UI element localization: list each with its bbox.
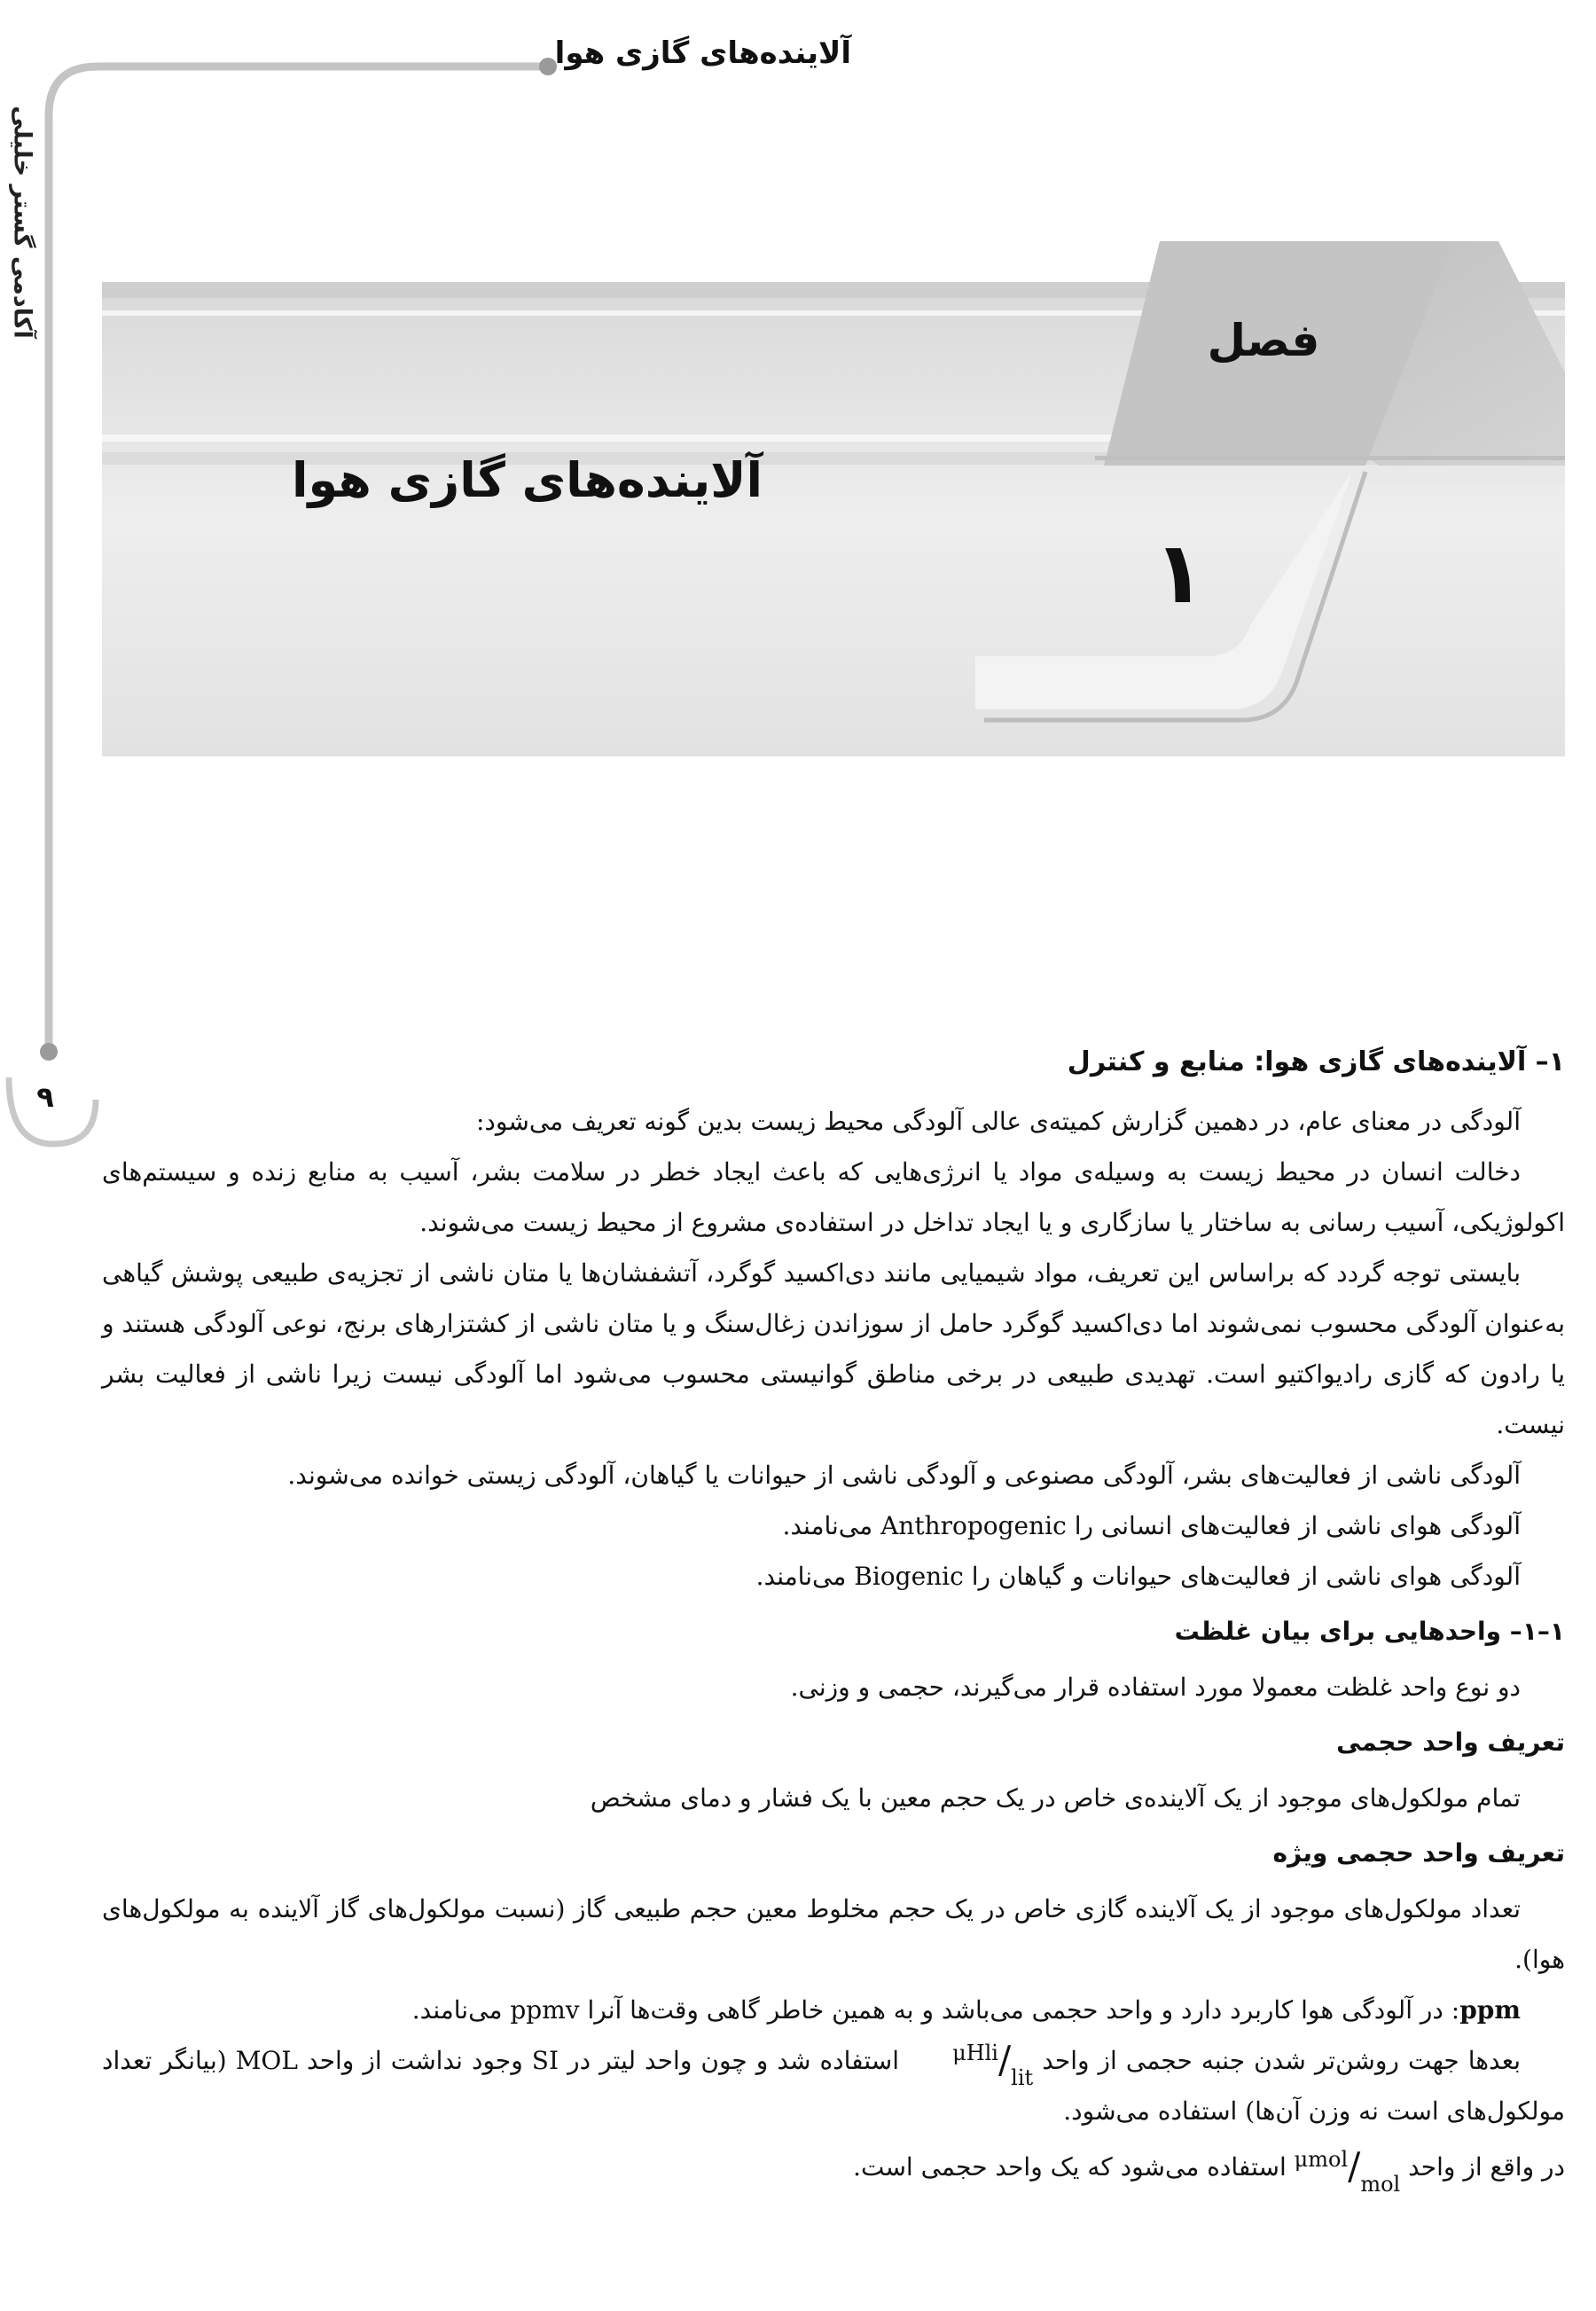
paragraph: دو نوع واحد غلظت معمولا مورد استفاده قرار می‌گیرند، حجمی و وزنی. xyxy=(790,1673,1521,1702)
chapter-label: فصل xyxy=(1207,315,1320,366)
text-run: می‌نامند. xyxy=(411,1995,503,2025)
paragraph xyxy=(102,2035,1565,2136)
text-run: می‌نامند. xyxy=(755,1562,847,1591)
fraction-slash: / xyxy=(998,2037,1012,2081)
section-heading: ۱– آلاینده‌های گازی هوا: منابع و کنترل xyxy=(1067,1046,1565,1077)
page-number: ۹ xyxy=(36,1080,54,1114)
paragraph: آلودگی در معنای عام، در دهمین گزارش کمیته‌ی عالی آلودگی محیط زیست بدین گونه تعریف می‌شود: xyxy=(476,1107,1521,1136)
paragraph xyxy=(102,1985,1565,2035)
term-biogenic: Biogenic xyxy=(854,1562,964,1591)
paragraph: آلودگی ناشی از فعالیت‌های بشر، آلودگی مصنوعی و آلودگی ناشی از حیوانات یا گیاهان، آلودگی زیستی خوانده می‌شوند. xyxy=(287,1461,1521,1490)
paragraph xyxy=(102,1551,1565,1602)
paragraph: تمام مولکول‌های موجود از یک آلاینده‌ی خاص در یک حجم معین با یک فشار و دمای مشخص xyxy=(590,1783,1521,1813)
fraction-numerator: μHli xyxy=(952,2040,998,2065)
text-run: در واقع از واحد xyxy=(1408,2152,1565,2182)
text-run: بعدها جهت روشن‌تر شدن جنبه حجمی از واحد xyxy=(1042,2046,1521,2075)
term-anthropogenic: Anthropogenic xyxy=(880,1511,1067,1540)
text-run: آلودگی هوای ناشی از فعالیت‌های انسانی را xyxy=(1074,1511,1521,1540)
text-run: (بیانگر تعداد مولکول‌های است نه وزن آن‌ها) استفاده می‌شود. xyxy=(102,2046,1565,2126)
text-run: : در آلودگی هوا کاربرد دارد و واحد حجمی می‌باشد و به همین خاطر گاهی وقت‌ها آنرا xyxy=(587,1995,1460,2025)
fraction-uhli-per-lit xyxy=(908,2037,1034,2090)
paragraph: دخالت انسان در محیط زیست به وسیله‌ی مواد یا انرژی‌هایی که باعث ایجاد خطر در سلامت بشر، آسیب به منابع زنده و سیستم‌های اکولوژیکی، آسیب رسانی به ساختار یا سازگاری و یا ایجاد تداخل در استفاده‌ی مشروع از محیط زیست می‌شوند. xyxy=(102,1157,1565,1237)
side-title: آکادمی گستر خلیلی xyxy=(8,106,36,339)
chapter-title: آلاینده‌های گازی هوا xyxy=(292,452,763,508)
term-si: SI xyxy=(531,2046,559,2075)
paragraph: تعداد مولکول‌های موجود از یک آلاینده گازی خاص در یک حجم مخلوط معین حجم طبیعی گاز (نسبت مولکول‌های گاز آلاینده به مولکول‌های هوا). xyxy=(102,1894,1565,1974)
text-run: آلودگی هوای ناشی از فعالیت‌های حیوانات و گیاهان را xyxy=(971,1562,1521,1591)
paragraph xyxy=(102,2142,1565,2197)
fraction-slash: / xyxy=(1348,2143,1361,2188)
frame-dot-bottom xyxy=(40,1043,58,1061)
term-ppm: ppm xyxy=(1459,1995,1521,2025)
body-text xyxy=(102,1029,1565,2197)
fraction-denominator: lit xyxy=(1011,2064,1034,2090)
fraction-umol-per-mol xyxy=(1294,2143,1401,2197)
text-run: استفاده می‌شود که یک واحد حجمی است. xyxy=(853,2152,1287,2182)
term-ppmv: ppmv xyxy=(510,1995,580,2025)
text-run: می‌نامند. xyxy=(782,1511,873,1540)
text-run: استفاده شد و چون واحد لیتر در xyxy=(567,2046,900,2075)
term-mol: MOL xyxy=(235,2046,298,2075)
definition-heading: تعریف واحد حجمی xyxy=(1336,1727,1565,1757)
paragraph xyxy=(102,1500,1565,1551)
fraction-numerator: μmol xyxy=(1294,2146,1349,2172)
running-title: آلاینده‌های گازی هوا xyxy=(554,35,851,71)
paragraph: بایستی توجه گردد که براساس این تعریف، مواد شیمیایی مانند دی‌اکسید گوگرد، آتشفشان‌ها یا متان ناشی از تجزیه‌ی طبیعی پوشش گیاهی به‌عنوان آلودگی محسوب نمی‌شوند اما دی‌اکسید گوگرد حامل از سوزاندن زغال‌سنگ و یا متان ناشی از کشتزارهای برنج، نوعی آلودگی هستند و یا رادون که گازی رادیواکتیو است. تهدیدی طبیعی در برخی مناطق گوانیستی محسوب می‌شود اما آلودگی نیست زیرا ناشی از فعالیت بشر نیست. xyxy=(102,1258,1565,1439)
fraction-denominator: mol xyxy=(1360,2171,1401,2197)
subsection-heading: ۱–۱– واحدهایی برای بیان غلظت xyxy=(1174,1617,1565,1646)
text-run: وجود نداشت از واحد xyxy=(307,2046,523,2075)
chapter-number: ۱ xyxy=(1153,523,1206,623)
definition-heading: تعریف واحد حجمی ویژه xyxy=(1272,1838,1565,1868)
